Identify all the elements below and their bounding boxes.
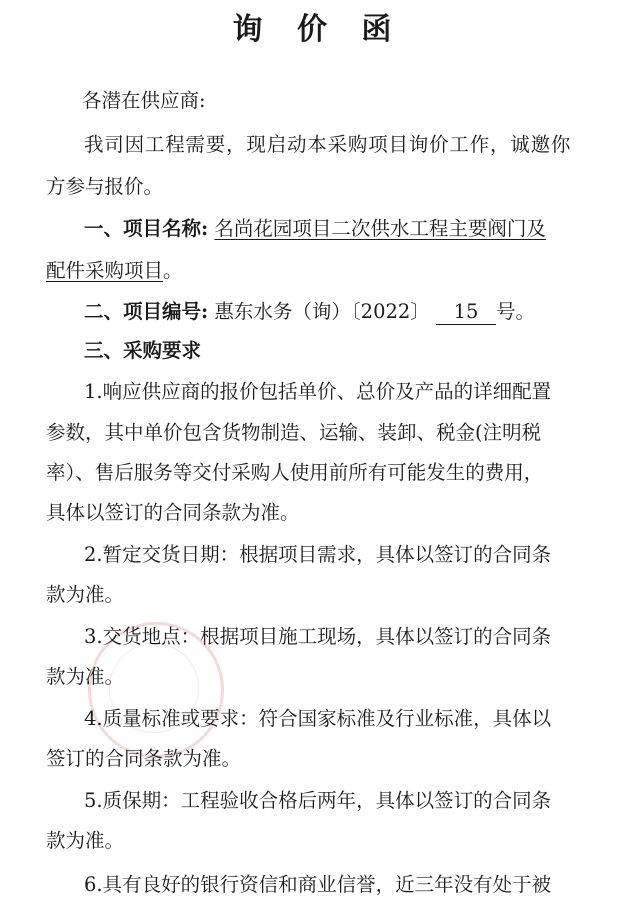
project-number-suffix: 号。 xyxy=(496,300,536,323)
req4-line-2: 签订的合同条款为准。 xyxy=(46,747,242,770)
req3-line-1: 3.交货地点：根据项目施工现场，具体以签订的合同条 xyxy=(84,625,552,648)
requirements-heading xyxy=(84,336,201,366)
req4-line-1: 4.质量标准或要求：符合国家标准及行业标准，具体以 xyxy=(84,707,552,730)
req6-line-1: 6.具有良好的银行资信和商业信誉，近三年没有处于被 xyxy=(84,873,552,896)
project-name-value-2: 配件采购项目 xyxy=(46,259,164,282)
project-name-label: 一、项目名称: xyxy=(84,217,209,240)
intro-line-1: 我司因工程需要，现启动本采购项目询价工作，诚邀你 xyxy=(84,133,572,156)
letter-title: 询 价 函 xyxy=(232,12,404,47)
req1-line-1: 1.响应供应商的报价包括单价、总价及产品的详细配置 xyxy=(84,380,552,403)
project-name-row-1 xyxy=(84,214,546,244)
project-name-value-1: 名尚花园项目二次供水工程主要阀门及 xyxy=(214,217,546,240)
req1-line-2: 参数，其中单价包含货物制造、运输、装卸、税金(注明税 xyxy=(46,421,542,444)
requirements-heading-text: 三、采购要求 xyxy=(84,339,202,362)
project-number-value: 15 xyxy=(436,300,496,325)
req5-line-1: 5.质保期：工程验收合格后两年，具体以签订的合同条 xyxy=(84,789,552,812)
greeting: 各潜在供应商: xyxy=(82,89,206,112)
req1-line-4: 具体以签订的合同条款为准。 xyxy=(46,501,300,524)
req3-line-2: 款为准。 xyxy=(46,665,125,688)
project-name-row-2 xyxy=(46,256,183,286)
project-number-row xyxy=(84,297,535,327)
req2-line-2: 款为准。 xyxy=(46,583,125,606)
req5-line-2: 款为准。 xyxy=(46,829,125,852)
project-number-label: 二、项目编号: xyxy=(84,300,209,323)
project-number-prefix: 惠东水务（询）〔2022〕 xyxy=(214,300,430,323)
req1-line-3: 率）、售后服务等交付采购人使用前所有可能发生的费用， xyxy=(46,461,544,484)
intro-line-2: 方参与报价。 xyxy=(46,175,164,198)
req2-line-1: 2.暂定交货日期：根据项目需求，具体以签订的合同条 xyxy=(84,543,552,566)
project-name-end: 。 xyxy=(163,259,183,282)
